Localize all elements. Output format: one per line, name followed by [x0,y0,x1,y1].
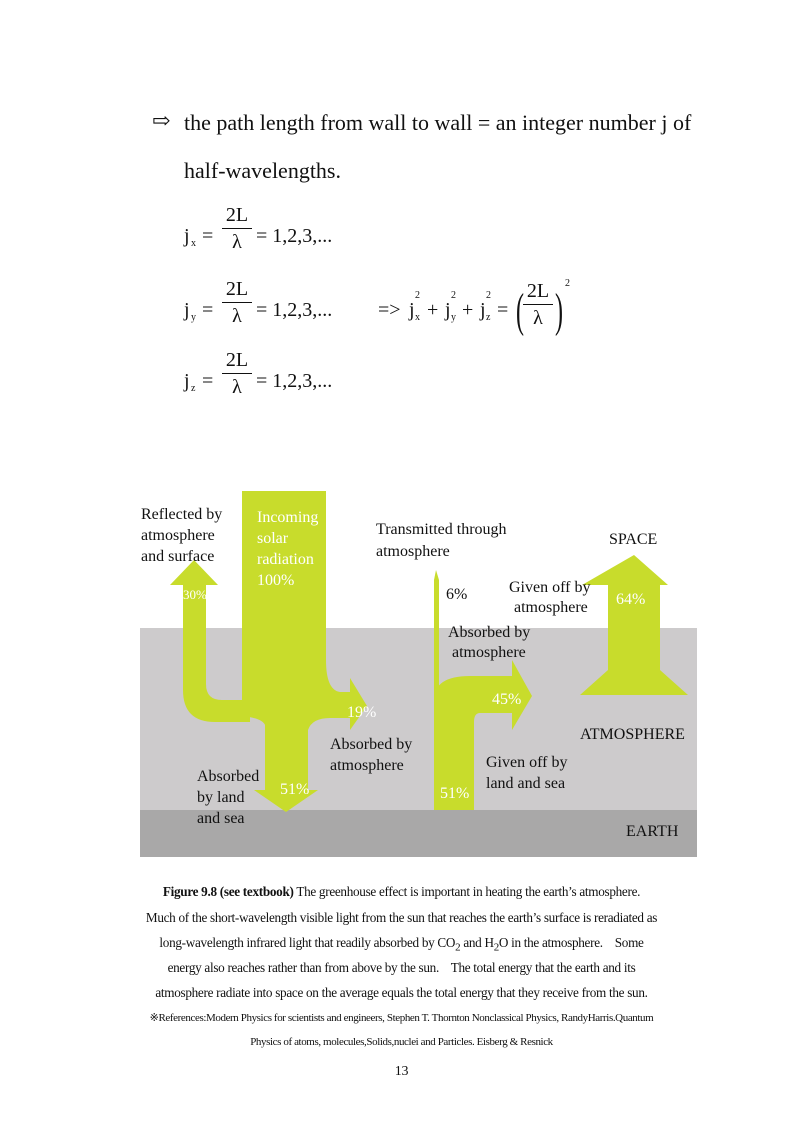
right-paren: ) [554,284,563,337]
eq-plus: + [462,299,474,321]
percent-space: 64% [616,591,646,608]
figure-caption-line: energy also reaches rather than from above by the sun. The total energy that the earth and its [167,960,636,975]
percent-land-left: 51% [280,781,310,798]
label-absorbed-land: Absorbed by land and sea [197,768,260,827]
percent-transmitted: 6% [446,586,468,603]
caption-text: The greenhouse effect is important in heating the earth’s atmosphere. [293,884,641,899]
eq-sup: 2 [451,290,456,301]
eq-sub: z [486,312,491,323]
left-paren: ( [515,284,524,337]
eq-rhs: = 1,2,3,... [256,225,333,247]
eq-sub: z [191,383,196,394]
eq-sup: 2 [415,290,420,301]
label-absorbed-atm-right: Absorbed by atmosphere [448,624,531,661]
label-absorbed-atm-left: Absorbed by atmosphere [330,736,413,774]
eq-sub: x [191,238,196,249]
eq-sup: 2 [486,290,491,301]
eq-rhs: = 1,2,3,... [256,370,333,392]
label-earth: EARTH [626,823,679,840]
eq-equals: = [202,370,214,392]
figure-caption-line [0,935,803,954]
percent-reflected: 30% [183,587,207,602]
eq-symbol: j [409,299,415,321]
label-given-land: Given off by land and sea [486,754,568,792]
figure-caption-line: atmosphere radiate into space on the average equals the total energy that they receive from the sun. [155,985,648,1000]
eq-symbol: j [184,225,190,247]
eq-symbol: j [184,299,190,321]
page-number: 13 [394,1064,409,1079]
caption-text: long-wavelength infrared light that readily absorbed by CO [159,935,456,950]
label-transmitted: Transmitted through atmosphere [376,521,507,560]
eq-sub: x [415,312,420,323]
label-space: SPACE [609,531,658,548]
eq-sup: 2 [565,278,570,289]
percent-absorbed-atm-left: 19% [347,704,377,721]
percent-land-right: 51% [440,785,470,802]
figure-label: Figure 9.8 (see textbook) [162,884,294,899]
eq-rhs: = 1,2,3,... [256,299,333,321]
eq-symbol: j [445,299,451,321]
fraction: 2L λ [222,204,252,253]
body-text-line: half-wavelengths. [184,158,341,183]
subscript: 2 [455,941,461,954]
eq-sub: y [191,312,196,323]
label-atmosphere: ATMOSPHERE [580,726,685,743]
caption-text: and H [460,935,494,950]
eq-sub: y [451,312,456,323]
fraction: 2L λ [222,278,252,327]
eq-symbol: j [184,370,190,392]
eq-plus: + [427,299,439,321]
references-line: ※References:Modern Physics for scientists and engineers, Stephen T. Thornton Nonclassical Physics, RandyHarris.Quantum [149,1012,654,1024]
hollow-right-arrow-icon: ⇨ [152,108,171,133]
body-text-line: the path length from wall to wall = an integer number j of [184,110,692,135]
subscript: 2 [493,941,499,954]
figure-caption-line [0,884,803,900]
eq-equals: = [202,299,214,321]
fraction: 2L λ [523,280,553,329]
label-incoming: Incoming solar radiation 100% [257,509,319,589]
label-reflected: Reflected by atmosphere and surface [141,506,223,565]
eq-symbol: j [480,299,486,321]
percent-absorbed-atm-right: 45% [492,691,522,708]
eq-equals: = [202,225,214,247]
eq-equals: = [497,299,509,321]
fraction: 2L λ [222,349,252,398]
references-line: Physics of atoms, molecules,Solids,nuclei and Particles. Eisberg & Resnick [250,1036,553,1048]
figure-caption-line: Much of the short-wavelength visible light from the sun that reaches the earth’s surface is reradiated as [145,910,658,925]
label-given-atm: Given off by atmosphere [509,579,591,616]
eq-prefix: => [378,299,401,321]
caption-text: O in the atmosphere. Some [498,935,644,950]
